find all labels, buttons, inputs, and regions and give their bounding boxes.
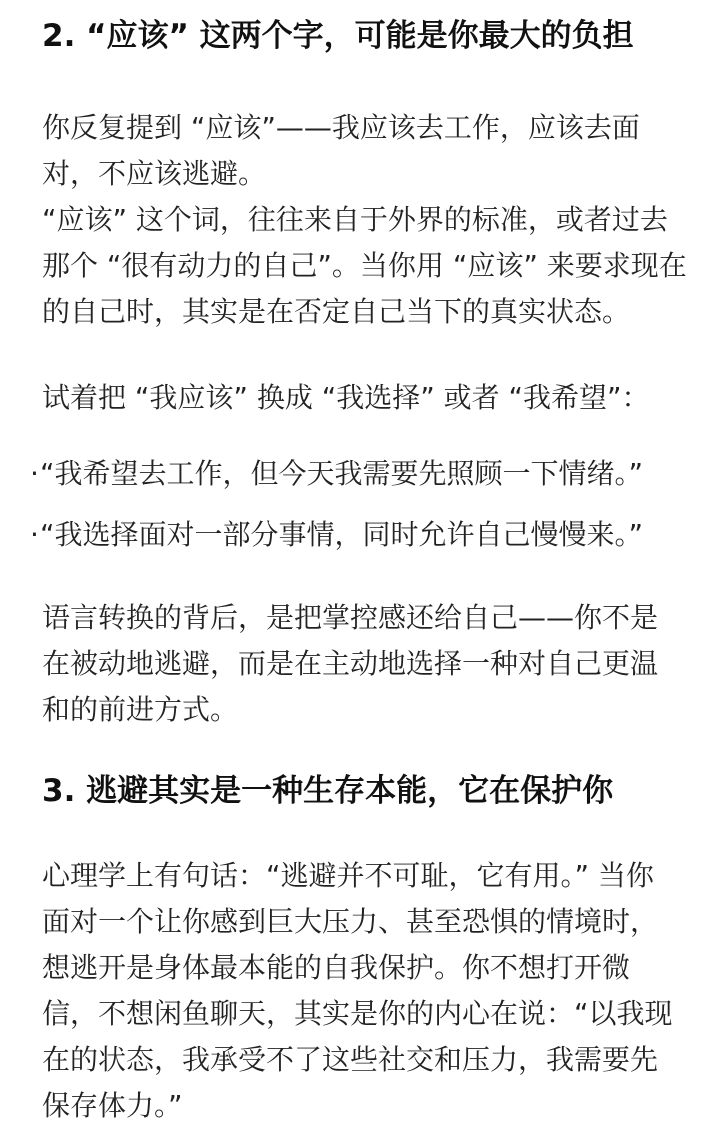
text-line: 的自己时，其实是在否定自己当下的真实状态。: [42, 295, 631, 328]
bullet-list: [30, 451, 696, 558]
text-line: 心理学上有句话：“逃避并不可耻，它有用。” 当你: [42, 859, 654, 892]
list-item: [30, 512, 696, 558]
section-2-paragraph-2: [42, 197, 696, 335]
bullet-marker: ·: [30, 457, 39, 490]
text-line: “应该” 这个词，往往来自于外界的标准，或者过去: [42, 203, 668, 236]
text-line: 在的状态，我承受不了这些社交和压力，我需要先: [42, 1043, 659, 1076]
section-2-conclusion: [42, 595, 696, 733]
section-2-heading: 2. “应该” 这两个字，可能是你最大的负担: [42, 18, 634, 54]
section-3-paragraph: [42, 853, 696, 1129]
text-line: 想逃开是身体最本能的自我保护。你不想打开微: [42, 951, 631, 984]
bullet-marker: ·: [30, 518, 39, 551]
text-line: 语言转换的背后，是把掌控感还给自己——你不是: [42, 601, 659, 634]
section-3-heading: 3. 逃避其实是一种生存本能，它在保护你: [42, 773, 614, 809]
text-line: 信，不想闲鱼聊天，其实是你的内心在说：“以我现: [42, 997, 673, 1030]
text-line: 那个 “很有动力的自己”。当你用 “应该” 来要求现在: [42, 249, 687, 282]
list-item-text: “我希望去工作，但今天我需要先照顾一下情绪。”: [40, 457, 644, 490]
text-line: 试着把 “我应该” 换成 “我选择” 或者 “我希望”：: [42, 381, 650, 414]
article: [0, 16, 720, 1129]
text-line: 在被动地逃避，而是在主动地选择一种对自己更温: [42, 647, 659, 680]
section-2-paragraph-1: [42, 105, 696, 197]
list-item: [30, 451, 696, 497]
text-line: 对，不应该逃避。: [42, 157, 267, 190]
text-line: 面对一个让你感到巨大压力、甚至恐惧的情境时，: [42, 905, 659, 938]
text-line: 和的前进方式。: [42, 693, 239, 726]
list-item-text: “我选择面对一部分事情，同时允许自己慢慢来。”: [40, 518, 644, 551]
text-line: 你反复提到 “应该”——我应该去工作，应该去面: [42, 111, 640, 144]
section-2-intro: [42, 375, 696, 421]
text-line: 保存体力。”: [42, 1089, 183, 1122]
